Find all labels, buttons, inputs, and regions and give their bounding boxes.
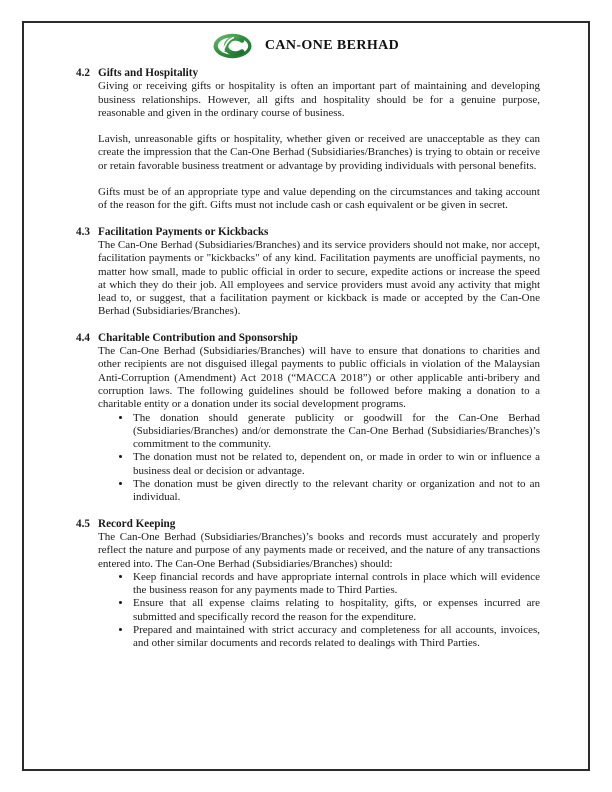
section-title: Facilitation Payments or Kickbacks: [98, 225, 269, 238]
company-name: CAN-ONE BERHAD: [264, 38, 400, 53]
bullet-item: • Prepared and maintained with strict accuracy and completeness for all accounts, invoices, and other similar documents and records related to dealings with Third Parties.: [132, 624, 540, 651]
section-body: [98, 239, 540, 319]
section-charitable-contribution: [76, 332, 540, 505]
section-body: [98, 80, 540, 212]
section-number: 4.3: [76, 225, 90, 238]
paragraph: Lavish, unreasonable gifts or hospitality, whether given or received are unacceptable as they can create the impression that the Can-One Berhad (Subsidiaries/Branches) is trying to obtain or receive or retain favorable business treatment or advantage by providing individuals with personal benefits.: [98, 133, 540, 172]
section-heading: [76, 226, 540, 239]
company-logo-icon: [213, 33, 253, 59]
paragraph: The Can-One Berhad (Subsidiaries/Branches) will have to ensure that donations to charities and other recipients are not disguised illegal payments to public officials in violation of the Malaysian Anti-Corruption (Amendment) Act 2018 (“MACCA 2018”) or other applicable anti-bribery and corruption laws. The following guidelines should be followed before making a donation to a charitable entity or a donation under its social development programs.: [98, 345, 540, 411]
section-heading: [76, 332, 540, 345]
bullet-item: • The donation should generate publicity or goodwill for the Can-One Berhad (Subsidiaries/Branches) and/or demonstrate the Can-One Berhad (Subsidiaries/Branches)’s commitment to the community.: [132, 412, 540, 452]
bullet-list: [98, 571, 540, 651]
bullet-item: • The donation must not be related to, dependent on, or made in order to win or influence a business deal or decision or advantage.: [132, 451, 540, 478]
bullet-item: • Ensure that all expense claims relating to hospitality, gifts, or expenses incurred are submitted and specifically record the reason for the expenditure.: [132, 597, 540, 624]
section-heading: [76, 67, 540, 80]
page-header: [24, 33, 588, 59]
paragraph: Gifts must be of an appropriate type and value depending on the circumstances and taking account of the reason for the gift. Gifts must not include cash or cash equivalent or be given in secret.: [98, 186, 540, 212]
section-body: [98, 345, 540, 505]
paragraph: Giving or receiving gifts or hospitality is often an important part of maintaining and developing business relationships. However, all gifts and hospitality should be for a genuine purpose, reasonable and given in the ordinary course of business.: [98, 80, 540, 119]
section-number: 4.2: [76, 67, 90, 79]
bullet-item: • Keep financial records and have appropriate internal controls in place which will evidence the business reason for any payments made to Third Parties.: [132, 571, 540, 598]
page-border: [22, 21, 590, 771]
paragraph: The Can-One Berhad (Subsidiaries/Branches)’s books and records must accurately and properly reflect the nature and purpose of any payments made or received, and the nature of any transactions entered into. The Can-One Berhad (Subsidiaries/Branches) should:: [98, 530, 540, 570]
section-title: Gifts and Hospitality: [98, 67, 199, 79]
paragraph: The Can-One Berhad (Subsidiaries/Branches) and its service providers should not make, nor accept, facilitation payments or "kickbacks" of any kind. Facilitation payments are unofficial payments, no matter how small, made to public official in order to secure, expedite actions or increase the speed at which they do their job. All employees and service providers must avoid any activity that might lead to, or suggest, that a facilitation payment or kickback is made or accepted by the Can-One Berhad (Subsidiaries/Branches).: [98, 238, 540, 318]
section-number: 4.5: [76, 517, 90, 530]
section-body: [98, 531, 540, 651]
document-content: [24, 59, 588, 651]
section-heading: [76, 518, 540, 531]
bullet-item: • The donation must be given directly to the relevant charity or organization and not to an individual.: [132, 478, 540, 505]
section-record-keeping: [76, 518, 540, 651]
section-facilitation-payments: [76, 226, 540, 319]
section-title: Charitable Contribution and Sponsorship: [98, 331, 298, 344]
section-gifts-and-hospitality: [76, 67, 540, 213]
section-title: Record Keeping: [98, 517, 176, 530]
bullet-list: [98, 412, 540, 505]
section-number: 4.4: [76, 331, 90, 344]
